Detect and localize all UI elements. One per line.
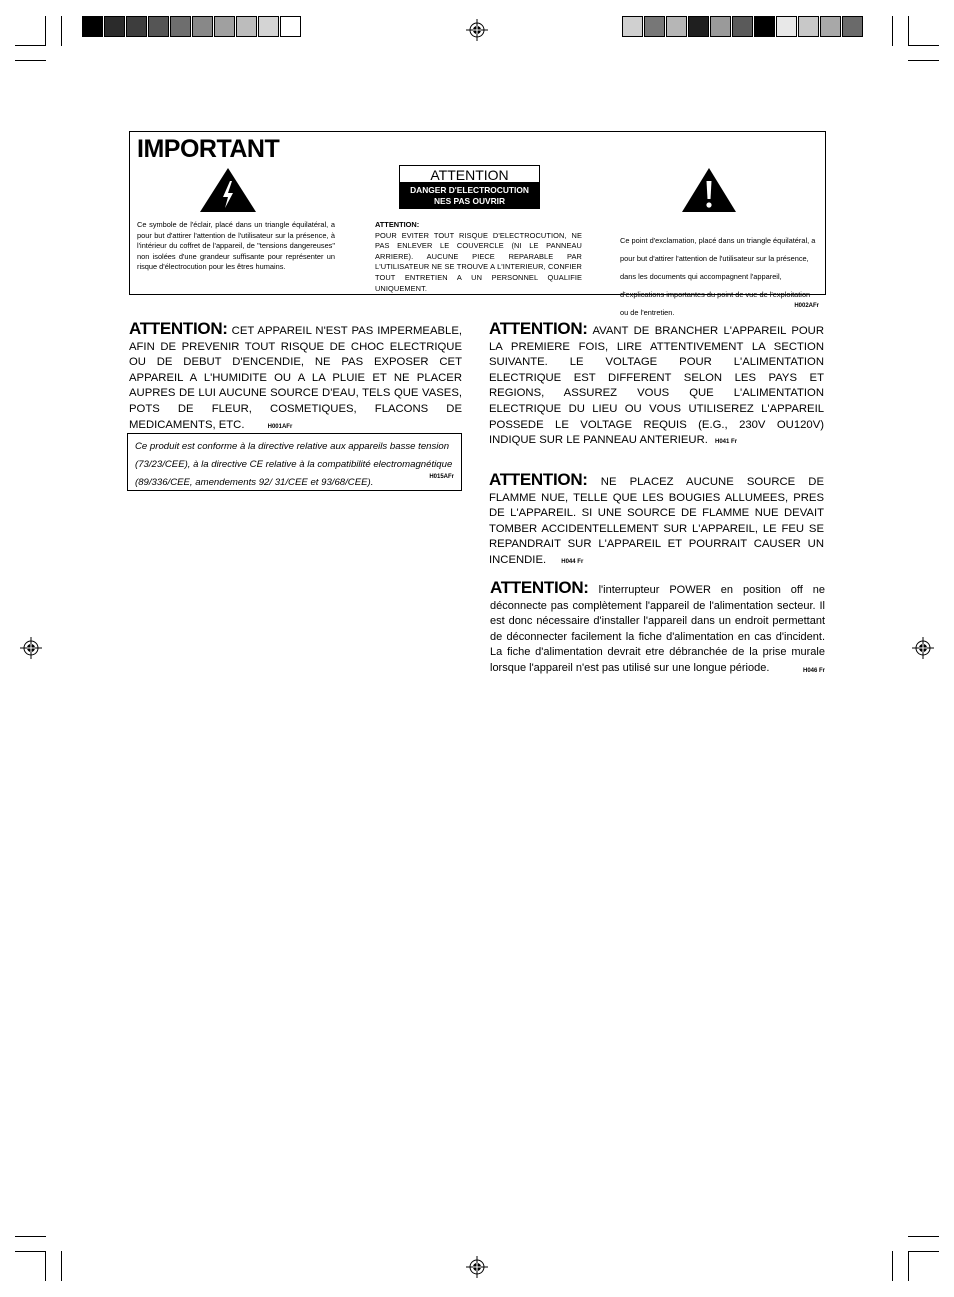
lightning-triangle-icon — [199, 167, 257, 213]
color-bar-right-swatch — [842, 16, 863, 37]
color-bar-right-swatch — [622, 16, 643, 37]
color-bar-right-swatch — [732, 16, 753, 37]
color-bar-left-swatch — [236, 16, 257, 37]
exclamation-explanation — [620, 230, 819, 320]
color-bar-right-swatch — [666, 16, 687, 37]
attention-power — [490, 580, 825, 680]
color-bar-right — [622, 16, 864, 37]
attention-voltage-text: AVANT DE BRANCHER L'APPAREIL POUR LA PREMIERE FOIS, LIRE ATTENTIVEMENT LA SECTION SUIVANTE. LE VOLTAGE POUR L'ALIMENTATION ELECTRIQUE EST DIFFERENT SELON LES PAYS ET REGIONS, ASSUREZ VOUS QUE L'ALIMENTATION ELECTRIQUE DU LIEU OU VOUS UTILISEREZ L'APPAREIL POSSEDE LE VOLTAGE REQUIS (E.G., 230V OU120V) INDIQUE SUR LE PANNEAU ANTERIEUR. — [489, 325, 824, 447]
color-bar-right-swatch — [688, 16, 709, 37]
attention-label-line2: NES PAS OUVRIR — [433, 196, 506, 206]
color-bar-left-swatch — [192, 16, 213, 37]
attention-voltage-label: ATTENTION: — [489, 319, 588, 338]
color-bar-left-swatch — [214, 16, 235, 37]
color-bar-left-swatch — [258, 16, 279, 37]
ce-notice-box — [127, 433, 462, 491]
color-bar-right-swatch — [710, 16, 731, 37]
attention-waterproof-code: H001AFr — [267, 423, 293, 430]
important-title: IMPORTANT — [137, 135, 280, 163]
attention-label — [399, 165, 540, 209]
color-bar-left-swatch — [104, 16, 125, 37]
attention-waterproof-text: CET APPAREIL N'EST PAS IMPERMEABLE, AFIN DE PREVENIR TOUT RISQUE DE CHOC ELECTRIQUE OU DE DEBUT D'ENCENDIE, NE PAS EXPOSER CET APPAREIL A L'HUMIDITE OU A LA PLUIE ET NE PLACER AUPRES DE LUI AUCUNE SOURCE D'EAU, TELS QUE VASES, POTS DE FLEUR, COSMETIQUES, FLACONS DE MEDICAMENTS, ETC. — [129, 325, 462, 431]
attention-power-label: ATTENTION: — [490, 578, 589, 597]
color-bar-left-swatch — [126, 16, 147, 37]
color-bar-left-swatch — [82, 16, 103, 37]
exclamation-code: H002AFr — [794, 303, 819, 309]
attention-flame-code: H044 Fr — [561, 558, 584, 565]
attention-flame-label: ATTENTION: — [489, 470, 588, 489]
exclamation-explanation-text: Ce point d'exclamation, placé dans un triangle équilatéral, a pour but d'attirer l'attention de l'utilisateur sur la présence, dans les documents qui accompagnent l'appareil, d'explications importantes du point de vue de l'exploitation ou de l'entretien. — [620, 236, 816, 317]
attention-voltage — [489, 321, 824, 451]
registration-mark-top-icon — [466, 19, 488, 41]
color-bar-left — [82, 16, 302, 37]
center-warning-heading: ATTENTION: — [375, 220, 420, 229]
registration-mark-left-icon — [20, 637, 42, 659]
color-bar-right-swatch — [798, 16, 819, 37]
center-warning-text: POUR EVITER TOUT RISQUE D'ELECTROCUTION, NE PAS ENLEVER LE COUVERCLE (NI LE PANNEAU ARRIERE). AUCUNE PIECE REPARABLE PAR L'UTILISATEUR NE SE TROUVE A L'INTERIEUR, CONFIER TOUT ENTRETIEN A UN PERSONNEL QUALIFIE UNIQUEMENT. — [375, 230, 582, 293]
attention-power-text: l'interrupteur POWER en position off ne déconnecte pas complètement l'appareil de l'alimentation secteur. Il est donc nécessaire d'installer l'appareil dans un endroit permettant de déconnecter facilement la fiche d'alimentation en cas d'incident. La fiche d'alimentation devrait etre débranchée de la prise murale lorsque l'appareil n'est pas utilisé sur une longue période. — [490, 584, 825, 674]
attention-label-line1: DANGER D'ELECTROCUTION — [410, 185, 529, 195]
registration-mark-right-icon — [912, 637, 934, 659]
color-bar-left-swatch — [280, 16, 301, 37]
attention-power-code: H046 Fr — [802, 667, 825, 674]
attention-label-top: ATTENTION — [399, 165, 540, 183]
attention-waterproof-label: ATTENTION: — [129, 319, 228, 338]
color-bar-right-swatch — [754, 16, 775, 37]
registration-mark-bottom-icon — [466, 1256, 488, 1278]
ce-notice-text: Ce produit est conforme à la directive relative aux appareils basse tension (73/23/CEE), à la directive CE relative à la compatibilité electromagnétique (89/336/CEE, amendements 92/ 31/CEE et 93/68/CEE). — [135, 441, 453, 488]
color-bar-left-swatch — [170, 16, 191, 37]
color-bar-right-swatch — [820, 16, 841, 37]
color-bar-left-swatch — [148, 16, 169, 37]
lightning-explanation: Ce symbole de l'éclair, placé dans un triangle équilatéral, a pour but d'attirer l'attention de l'utilisateur sur la présence, à l'intérieur du coffret de l'appareil, de "tensions dangereuses" non isolées d'une grandeur suffisante pour représenter un risque d'électrocution pour les êtres humains. — [137, 220, 335, 272]
attention-flame — [489, 472, 824, 571]
attention-voltage-code: H041 Fr — [715, 439, 738, 446]
ce-notice-code: H015AFr — [429, 474, 454, 480]
color-bar-right-swatch — [776, 16, 797, 37]
exclamation-triangle-icon — [681, 167, 737, 213]
attention-waterproof — [129, 321, 462, 435]
attention-label-bottom — [399, 183, 540, 209]
center-warning — [375, 220, 582, 294]
color-bar-right-swatch — [644, 16, 665, 37]
attention-flame-text: NE PLACEZ AUCUNE SOURCE DE FLAMME NUE, TELLE QUE LES BOUGIES ALLUMEES, PRES DE L'APPAREIL. SI UNE SOURCE DE FLAMME NUE DEVAIT TOMBER ACCIDENTELLEMENT SUR L'APPAREIL, LE FEU SE REPANDRAIT SUR L'APPAREIL ET POURRAIT CAUSER UN INCENDIE. — [489, 476, 824, 566]
